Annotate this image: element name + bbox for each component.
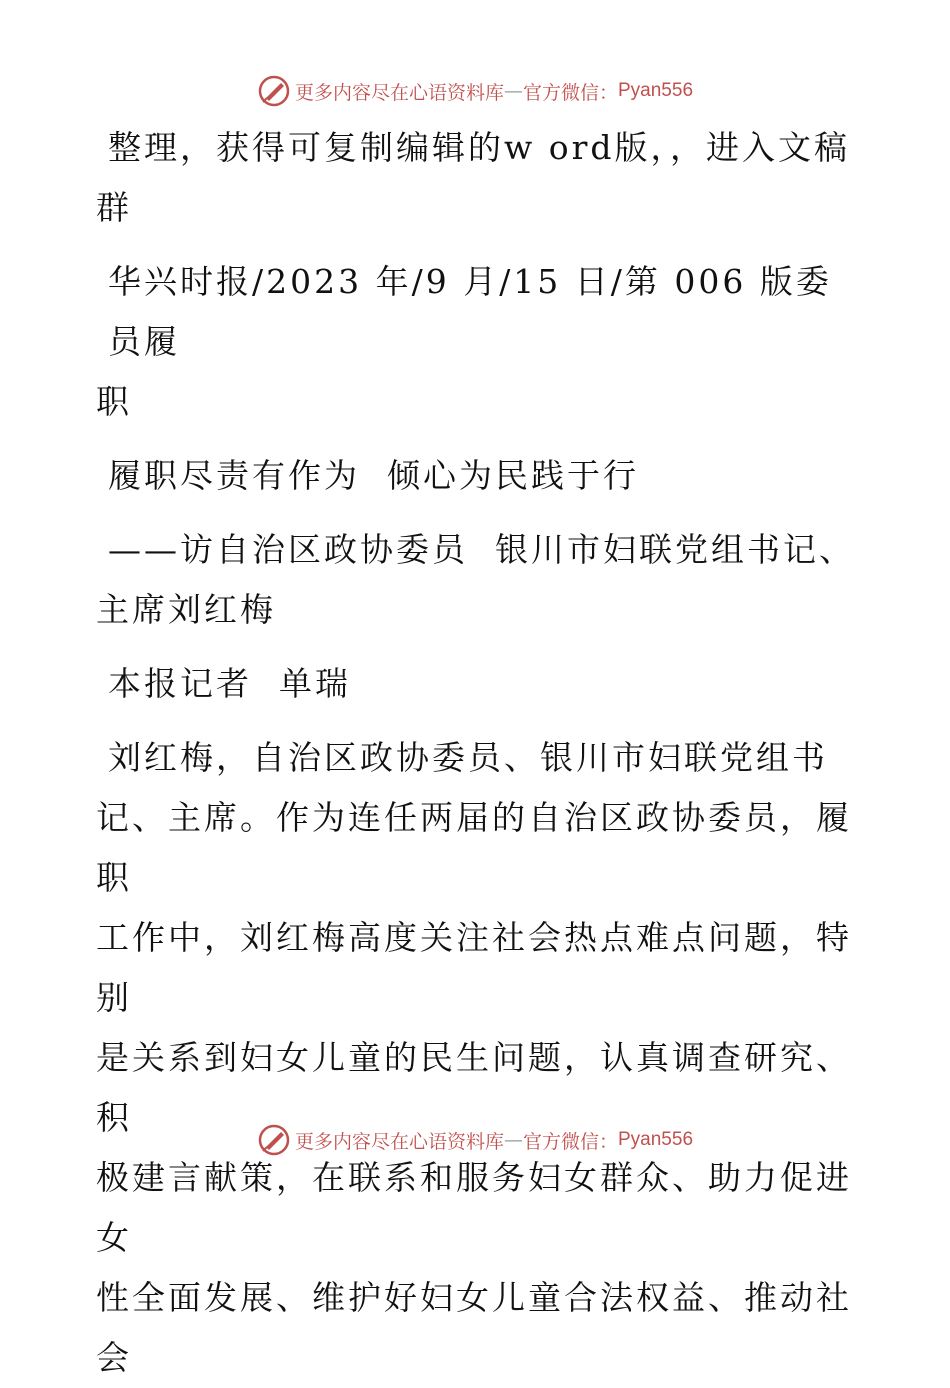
body-line: 性全面发展、维护好妇女儿童合法权益、推动社会 (96, 1278, 852, 1377)
body-line: 工作中，刘红梅高度关注社会热点难点问题，特别 (96, 918, 852, 1017)
body-line: 刘红梅，自治区政协委员、银川市妇联党组书 (108, 738, 828, 777)
intro-line-cont: 群 (96, 188, 132, 227)
banner-wechat-id: Pyan556 (618, 1129, 694, 1150)
source-line: 华兴时报/2023 年/9 月/15 日/第 006 版委员履 (108, 262, 832, 361)
quill-seal-icon (257, 74, 291, 108)
article-subtitle-cont: 主席刘红梅 (96, 590, 276, 629)
body-line: 极建言献策，在联系和服务妇女群众、助力促进女 (96, 1158, 852, 1257)
banner-wechat-label: 官方微信： (522, 81, 618, 104)
banner-dash: — (503, 80, 523, 102)
banner-title: 更多内容尽在心语资料库 (294, 81, 504, 104)
footer-banner (0, 1120, 950, 1160)
article-subtitle: ——访自治区政协委员 银川市妇联党组书记、 (108, 530, 855, 569)
body-line: 记、主席。作为连任两届的自治区政协委员，履职 (96, 798, 852, 897)
banner-wechat-id: Pyan556 (618, 80, 694, 101)
header-banner (0, 71, 950, 111)
byline: 本报记者 单瑞 (108, 664, 351, 703)
intro-line: 整理，获得可复制编辑的w ord版，，进入文稿 (108, 128, 851, 167)
document-body (96, 118, 856, 1388)
quill-seal-icon (257, 1123, 291, 1157)
banner-wechat-label: 官方微信： (522, 1130, 618, 1153)
article-title: 履职尽责有作为 倾心为民践于行 (108, 456, 639, 495)
banner-title: 更多内容尽在心语资料库 (294, 1130, 504, 1153)
body-line: 是关系到妇女儿童的民生问题，认真调查研究、积 (96, 1038, 852, 1137)
banner-dash: — (503, 1129, 523, 1151)
source-line-cont: 职 (96, 382, 132, 421)
